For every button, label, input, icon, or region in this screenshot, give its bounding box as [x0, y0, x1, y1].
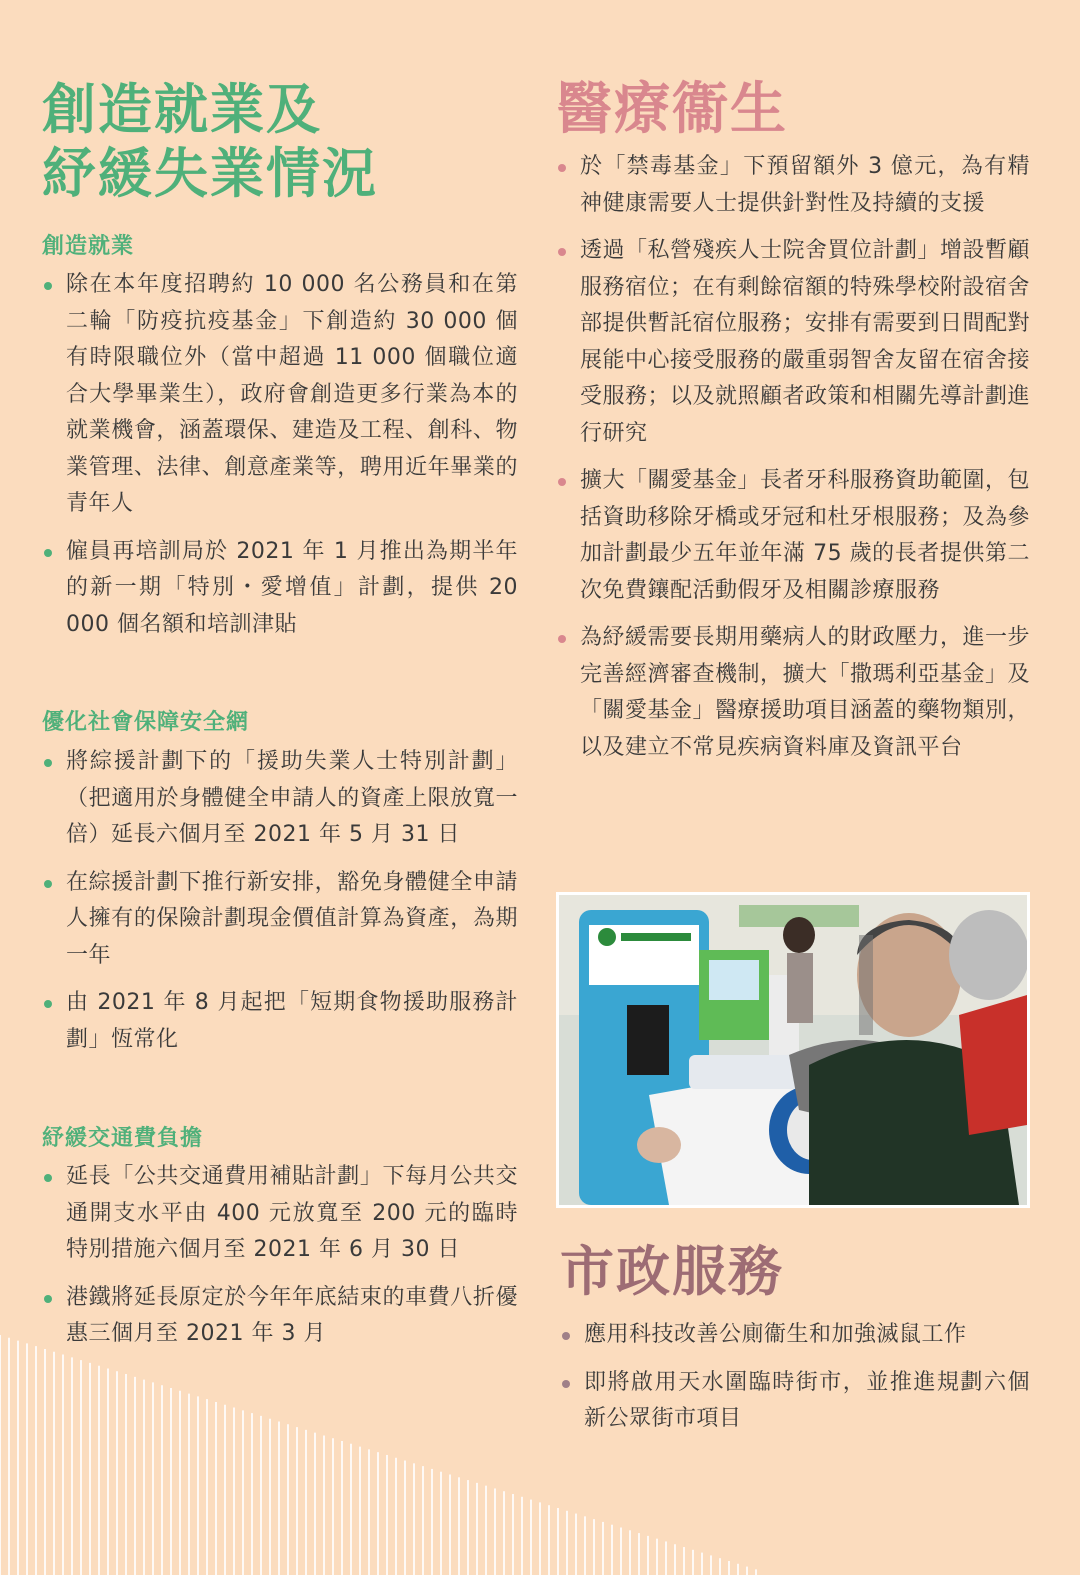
jobs-title-line1: 創造就業及	[42, 78, 322, 141]
section-heading-transport: 紓緩交通費負擔	[42, 1126, 204, 1151]
municipal-title: 市政服務	[560, 1240, 784, 1303]
transport-list	[42, 1159, 518, 1353]
list-item: 在綜援計劃下推行新安排，豁免身體健全申請人擁有的保險計劃現金價值計算為資產，為期一年	[42, 865, 518, 975]
photo-illustration	[559, 895, 1027, 1205]
jobs-title-line2: 紓緩失業情況	[42, 142, 378, 205]
health-title: 醫療衞生	[556, 77, 788, 142]
list-item: 於「禁毒基金」下預留額外 3 億元，為有精神健康需要人士提供針對性及持續的支援	[556, 149, 1030, 222]
list-item: 擴大「關愛基金」長者牙科服務資助範圍，包括資助移除牙橋或牙冠和杜牙根服務；及為參加計劃最少五年並年滿 75 歲的長者提供第二次免費鑲配活動假牙及相關診療服務	[556, 463, 1030, 609]
jobs-title	[42, 78, 378, 206]
health-kiosk-photo	[556, 892, 1030, 1208]
section-heading-job-creation: 創造就業	[42, 234, 135, 259]
section-heading-social-security: 優化社會保障安全網	[42, 710, 250, 735]
list-item: 僱員再培訓局於 2021 年 1 月推出為期半年的新一期「特別・愛增值」計劃，提供 20 000 個名額和培訓津貼	[42, 534, 518, 644]
job-creation-list	[42, 267, 518, 643]
list-item: 為紓緩需要長期用藥病人的財政壓力，進一步完善經濟審查機制，擴大「撒瑪利亞基金」及「關愛基金」醫療援助項目涵蓋的藥物類別，以及建立不常見疾病資料庫及資訊平台	[556, 620, 1030, 766]
list-item: 即將啟用天水圍臨時街市，並推進規劃六個新公眾街市項目	[560, 1365, 1030, 1438]
social-security-list	[42, 744, 518, 1058]
list-item: 由 2021 年 8 月起把「短期食物援助服務計劃」恆常化	[42, 985, 518, 1058]
list-item: 透過「私營殘疾人士院舍買位計劃」增設暫顧服務宿位；在有剩餘宿額的特殊學校附設宿舍部提供暫託宿位服務；安排有需要到日間配對展能中心接受服務的嚴重弱智舍友留在宿舍接受服務；以及就照顧者政策和相關先導計劃進行研究	[556, 233, 1030, 452]
list-item: 除在本年度招聘約 10 000 名公務員和在第二輪「防疫抗疫基金」下創造約 30 000 個有時限職位外（當中超過 11 000 個職位適合大學畢業生），政府會創造更多行業為本的就業機會，涵蓋環保、建造及工程、創科、物業管理、法律、創意產業等，聘用近年畢業的青年人	[42, 267, 518, 523]
health-list	[556, 149, 1030, 766]
list-item: 港鐵將延長原定於今年年底結束的車費八折優惠三個月至 2021 年 3 月	[42, 1280, 518, 1353]
list-item: 應用科技改善公廁衞生和加強滅鼠工作	[560, 1317, 1030, 1354]
list-item: 延長「公共交通費用補貼計劃」下每月公共交通開支水平由 400 元放寬至 200 元的臨時特別措施六個月至 2021 年 6 月 30 日	[42, 1159, 518, 1269]
municipal-list	[560, 1317, 1030, 1438]
list-item: 將綜援計劃下的「援助失業人士特別計劃」（把適用於身體健全申請人的資產上限放寬一倍）延長六個月至 2021 年 5 月 31 日	[42, 744, 518, 854]
